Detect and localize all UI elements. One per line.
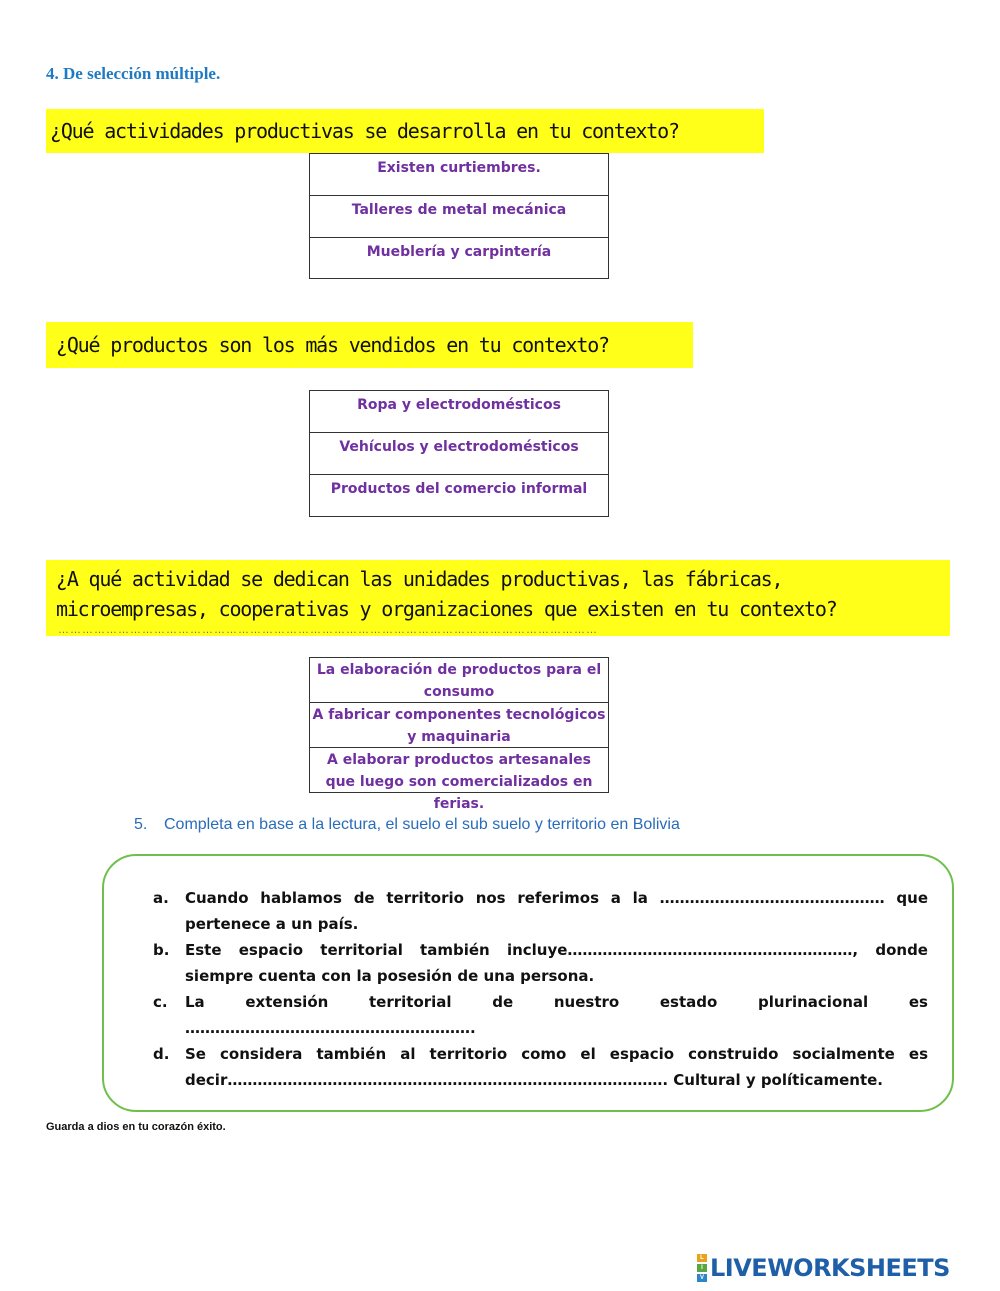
item-text: Este espacio territorial también incluye…………………………………………………, donde siempre cuenta con la posesión de una persona. — [185, 941, 928, 985]
question-3-line-2: microempresas, cooperativas y organizaciones que existen en tu contexto? — [56, 597, 837, 621]
question-2-banner: ¿Qué productos son los más vendidos en tu contexto? — [46, 322, 693, 368]
item-letter: a. — [153, 889, 169, 907]
option-3-2[interactable]: A fabricar componentes tecnológicos y maquinaria — [310, 703, 608, 748]
logo-squares-icon — [697, 1254, 707, 1282]
question-1-options — [309, 153, 609, 279]
question-3-options — [309, 657, 609, 812]
section-5-items — [153, 885, 928, 1093]
option-1-2[interactable]: Talleres de metal mecánica — [310, 196, 608, 238]
item-text: Cuando hablamos de territorio nos referimos a la ……………………………………… que pertenece a un país. — [185, 889, 928, 933]
section-5-number: 5. — [134, 816, 148, 833]
item-text: Se considera también al territorio como el espacio construido socialmente es decir……………………………………………………………………………. Cultural y políticamente. — [185, 1045, 928, 1089]
item-letter: d. — [153, 1045, 170, 1063]
footer-text: Guarda a dios en tu corazón éxito. — [46, 1121, 226, 1133]
logo-square-v: V — [697, 1274, 707, 1282]
list-item — [153, 937, 928, 989]
item-letter: c. — [153, 993, 168, 1011]
question-1-banner: ¿Qué actividades productivas se desarrolla en tu contexto? — [46, 109, 764, 153]
option-3-3[interactable]: A elaborar productos artesanales que luego son comercializados en ferias. — [325, 752, 593, 812]
option-2-3[interactable]: Productos del comercio informal — [330, 481, 588, 497]
logo-square-l: L — [697, 1254, 707, 1262]
logo-square-i: I — [697, 1264, 707, 1272]
section-5-title: Completa en base a la lectura, el suelo el sub suelo y territorio en Bolivia — [164, 816, 680, 833]
section-4-title: 4. De selección múltiple. — [46, 64, 221, 83]
question-3-dots: ……………………………………………………………………………………………………………………… — [58, 624, 598, 636]
section-5-heading — [134, 816, 680, 834]
item-letter: b. — [153, 941, 170, 959]
list-item — [153, 1041, 928, 1093]
option-1-1[interactable]: Existen curtiembres. — [310, 154, 608, 196]
question-2-options — [309, 390, 609, 517]
logo-text: LIVEWORKSHEETS — [710, 1254, 950, 1282]
list-item — [153, 885, 928, 937]
item-text: La extensión territorial de nuestro estado plurinacional es …………………………………………………. — [185, 993, 928, 1037]
liveworksheets-logo — [697, 1254, 950, 1282]
question-3-line-1: ¿A qué actividad se dedican las unidades productivas, las fábricas, — [56, 567, 783, 591]
option-1-3[interactable]: Mueblería y carpintería — [366, 244, 552, 260]
option-2-1[interactable]: Ropa y electrodomésticos — [310, 391, 608, 433]
list-item — [153, 989, 928, 1041]
option-3-1[interactable]: La elaboración de productos para el consumo — [310, 658, 608, 703]
option-2-2[interactable]: Vehículos y electrodomésticos — [310, 433, 608, 475]
